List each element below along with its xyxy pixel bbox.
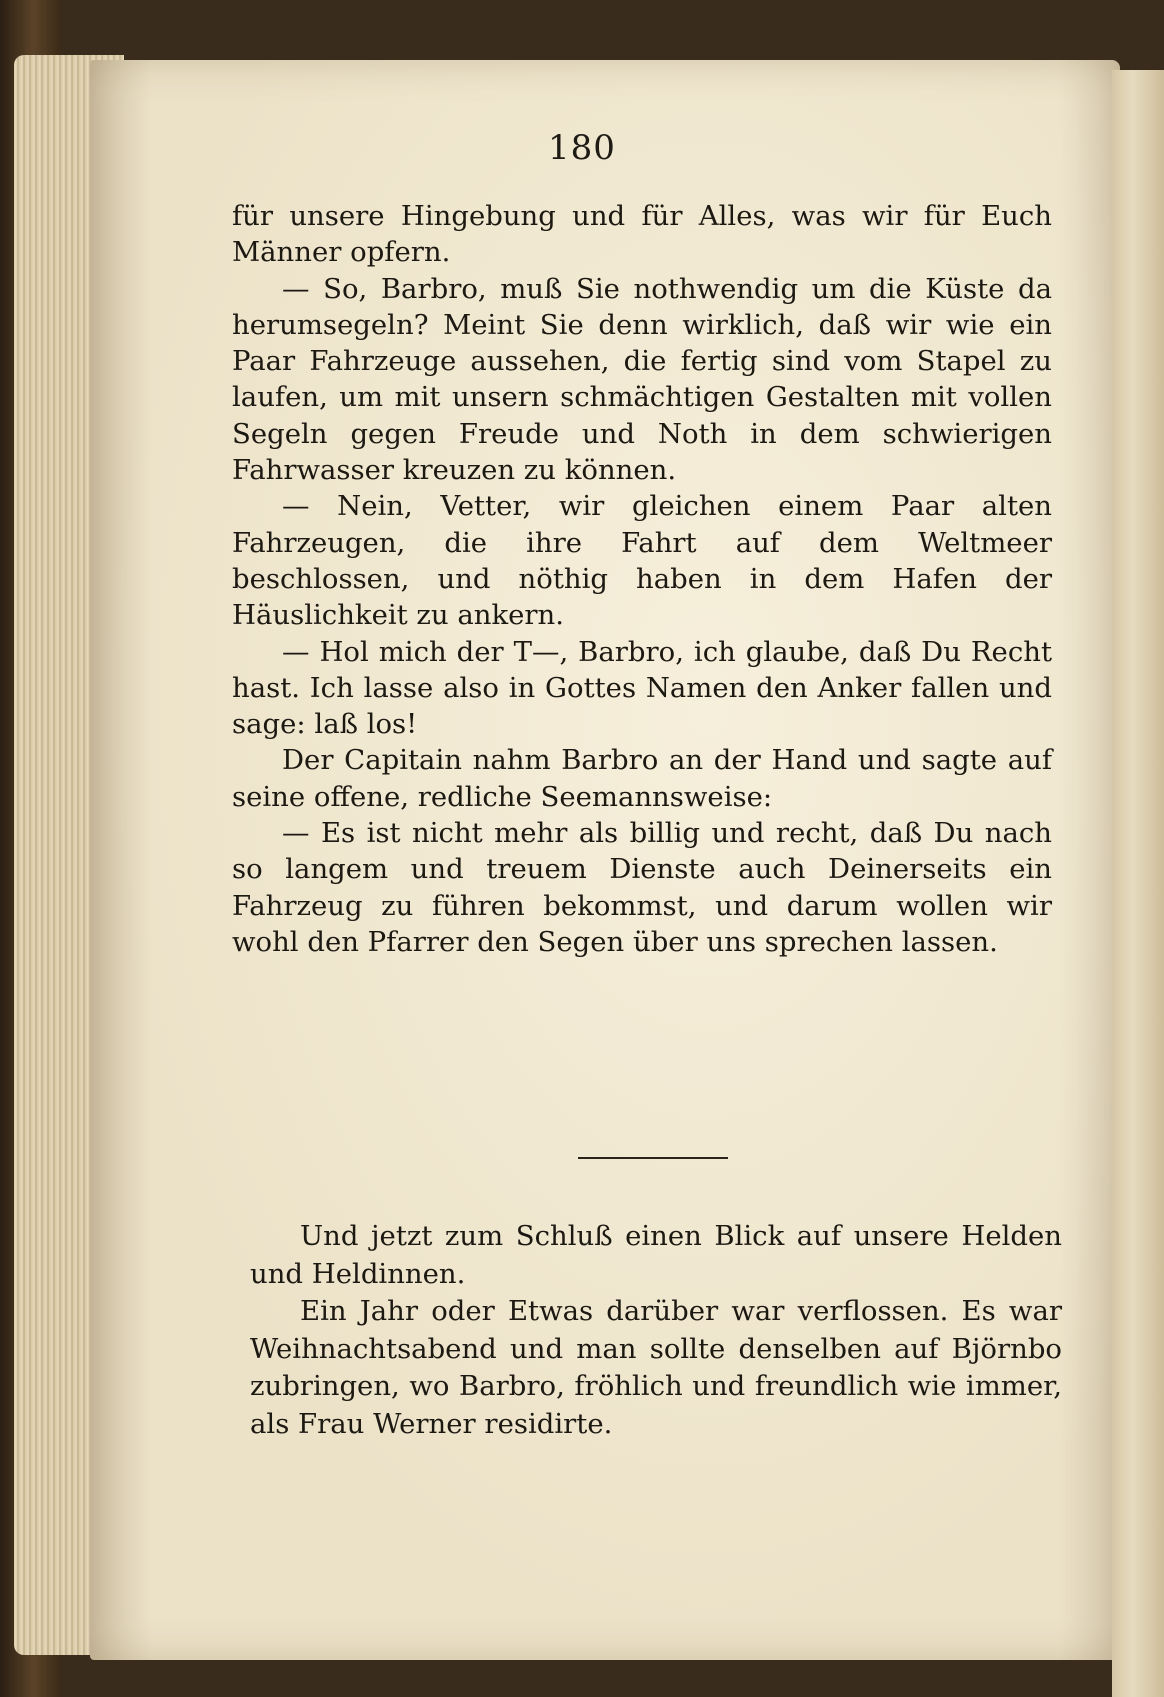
paragraph: — Nein, Vetter, wir gleichen einem Paar alten Fahrzeugen, die ihre Fahrt auf dem Weltmeer beschlossen, und nöthig haben in dem Hafen der Häuslichkeit zu ankern. <box>232 490 1052 632</box>
paragraph: — Hol mich der T—, Barbro, ich glaube, daß Du Recht hast. Ich lasse also in Gottes Namen den Anker fallen und sage: laß los! <box>232 635 1052 741</box>
page-number: 180 <box>548 128 616 168</box>
facing-page-edge <box>1112 70 1164 1697</box>
section-divider <box>578 1157 728 1159</box>
paragraph: Und jetzt zum Schluß einen Blick auf unsere Helden und Heldinnen. <box>250 1220 1062 1290</box>
paragraph: Ein Jahr oder Etwas darüber war verflossen. Es war Weihnachtsabend und man sollte denselben auf Björnbo zubringen, wo Barbro, fröhlich und freundlich wie immer, als Frau Werner residirte. <box>250 1295 1062 1440</box>
paragraph: Der Capitain nahm Barbro an der Hand und sagte auf seine offene, redliche Seemannsweise: <box>232 744 1052 813</box>
text-block-lower <box>250 1218 1062 1443</box>
text-block-upper <box>232 198 1052 960</box>
paragraph: für unsere Hingebung und für Alles, was wir für Euch Männer opfern. <box>232 200 1052 269</box>
paragraph: — So, Barbro, muß Sie nothwendig um die Küste da herumsegeln? Meint Sie denn wirklich, daß wir wie ein Paar Fahrzeuge aussehen, die fertig sind vom Stapel zu laufen, um mit unsern schmächtigen Gestalten mit vollen Segeln gegen Freude und Noth in dem schwierigen Fahrwasser kreuzen zu können. <box>232 272 1052 487</box>
paragraph: — Es ist nicht mehr als billig und recht, daß Du nach so langem und treuem Dienste auch Deinerseits ein Fahrzeug zu führen bekommst, und darum wollen wir wohl den Pfarrer den Segen über uns sprechen lassen. <box>232 817 1052 958</box>
